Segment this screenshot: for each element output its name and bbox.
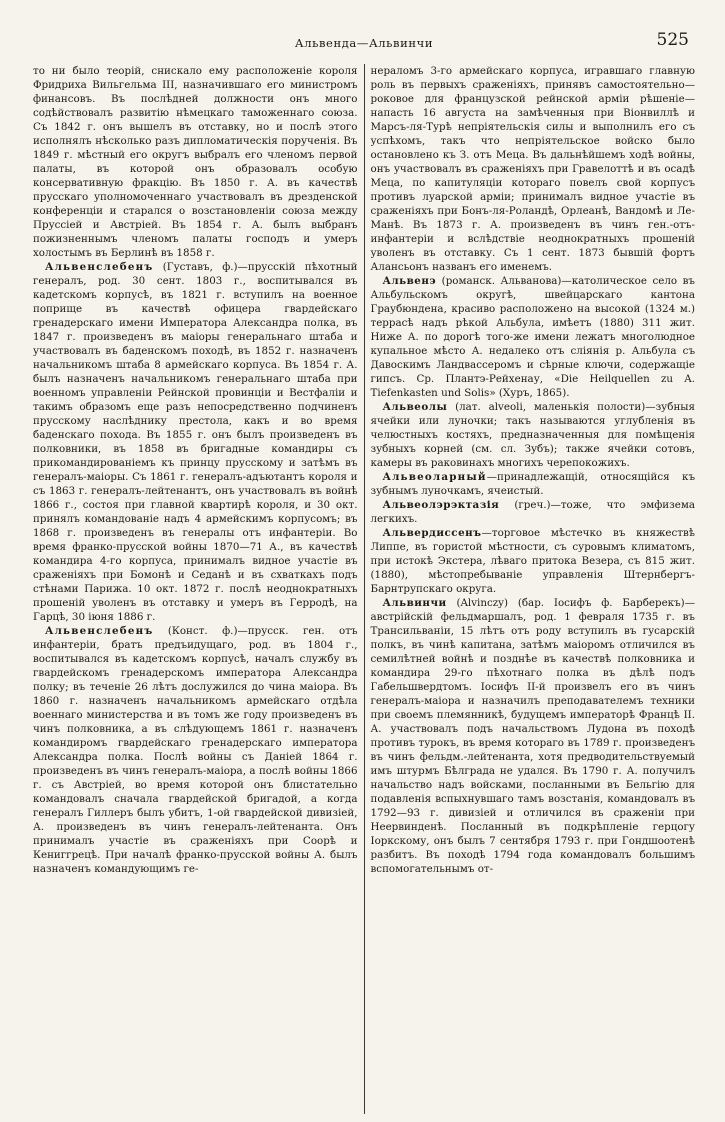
entry-headword: Альвеолы <box>382 401 448 413</box>
entry-headword: Альвеолэрэктазія <box>382 499 500 511</box>
entry-continuation <box>33 64 358 260</box>
right-column <box>368 64 696 1114</box>
entry-text: (Конст. ф.)—прусск. ген. отъ инфантеріи, братъ предъидущаго, род. въ 1804 г., воспитывался въ кадетскомъ корпусѣ, началъ службу въ гвардейскомъ гренадерскомъ императора Александра полку; въ теченіе 26 лѣтъ дослужился до чина маіора. Въ 1860 г. назначенъ начальникомъ армейскаго отдѣла военнаго министерства и въ томъ же году произведенъ въ чинъ полковника, а въ слѣдующемъ 1861 г. назначенъ командиромъ гвардейскаго гренадерскаго императора Александра полка. Послѣ войны съ Даніей 1864 г. произведенъ въ чинъ генералъ-маіора, а послѣ войны 1866 г. съ Австріей, во время которой онъ блистательно командовалъ сначала гвардейской бригадой, а когда генералъ Гиллеръ былъ убитъ, 1-ой гвардейской дивизіей, А. произведенъ въ чинъ генералъ-лейтенанта. Онъ принималъ участіе въ сраженіяхъ при Соорѣ и Кениггрецѣ. При началѣ франко-прусской войны А. былъ назначенъ командующимъ ге- <box>33 625 358 875</box>
dictionary-entry <box>33 624 358 876</box>
left-column <box>33 64 361 1114</box>
text-columns <box>33 64 695 1114</box>
dictionary-entry <box>371 470 696 498</box>
entry-text: (романск. Альванова)—католическое село въ Альбульскомъ округѣ, швейцарскаго кантона Граубюндена, красиво расположено на высокой (1324 м.) террасѣ надъ рѣкой Альбула, имѣетъ (1880) 311 жит. Ниже А. по дорогѣ того-же имени лежатъ многолюдное купальное мѣсто А. недалеко отъ сліянія р. Альбула съ Давоскимъ Ландвассеромъ и сѣрные ключи, содержащіе гипсъ. Ср. Плантэ-Рейхенау, «Die Heilquellen zu A. Tiefenkasten und Solis» (Хуръ, 1865). <box>370 275 695 399</box>
dictionary-entry <box>371 274 696 400</box>
page-number: 525 <box>656 30 689 50</box>
entry-text: (Alvinczy) (бар. Іосифъ ф. Барберекъ)—австрійскій фельдмаршалъ, род. 1 февраля 1735 г. въ Трансильваніи, 15 лѣтъ отъ роду вступилъ въ гусарскій полкъ, въ чинѣ капитана, затѣмъ маіоромъ отличился въ семилѣтней войнѣ и позднѣе въ качествѣ полковника и командира 29-го пѣхотнаго полка въ дѣлѣ подъ Габельшвердтомъ. Іосифъ II-й произвелъ его въ чинъ генералъ-маіора и назначилъ преподавателемъ техники при своемъ племянникѣ, будущемъ императорѣ Францѣ II. А. участвовалъ подъ начальствомъ Лудона въ походѣ противъ турокъ, въ время котораго въ 1789 г. произведенъ въ чинъ фельдм.-лейтенанта, хотя предводительствуемый имъ штурмъ Бѣлграда не удался. Въ 1790 г. А. получилъ начальство надъ войсками, посланными въ Бельгію для подавленія вспыхнувшаго тамъ возстанія, командовалъ въ 1792—93 г. дивизіей и отличился въ сраженіи при Неервинденѣ. Посланный въ подкрѣпленіе герцогу Іоркскому, онъ былъ 7 сентября 1793 г. при Гондшоотенѣ разбитъ. Въ походѣ 1794 года командовалъ большимъ вспомогательнымъ от- <box>370 597 695 875</box>
running-title: Альвенда—Альвинчи <box>294 36 434 50</box>
dictionary-entry <box>371 498 696 526</box>
entry-headword: Альвенэ <box>382 275 437 287</box>
entry-text: (Густавъ, ф.)—прусскій пѣхотный генералъ, род. 30 сент. 1803 г., воспитывался въ кадетскомъ корпусѣ, въ 1821 г. вступилъ на военное поприще въ качествѣ офицера гвардейскаго гренадерскаго имени Императора Александра полка, въ 1847 г. произведенъ въ маіоры генеральнаго штаба и участвовалъ въ баденскомъ походѣ, въ 1852 г. назначенъ начальникомъ штаба 8 армейскаго корпуса. Въ 1854 г. А. былъ назначенъ начальникомъ генеральнаго штаба при военномъ управленіи Рейнской провинціи и Вестфаліи и такимъ образомъ еще разъ непосредственно подчиненъ прусскому наслѣднику престола, какъ и во время баденскаго похода. Въ 1855 г. онъ былъ произведенъ въ полковники, въ 1858 въ бригадные командиры съ прикомандированіемъ къ принцу прусскому и затѣмъ въ генералъ-маіоры. Съ 1861 г. генералъ-адъютантъ короля и съ 1863 г. генералъ-лейтенантъ, онъ участвовалъ въ войнѣ 1866 г., состоя при главной квартирѣ короля, и 30 окт. принялъ командованіе надъ 4 армейскимъ корпусомъ; въ 1868 г. произведенъ въ генералы отъ инфантеріи. Во время франко-прусской войны 1870—71 А., въ качествѣ командира 4-го корпуса, принималъ видное участіе въ сраженіяхъ при Бомонѣ и Седанѣ и въ схваткахъ подъ стѣнами Парижа. 10 окт. 1872 г. послѣ неоднократныхъ прошеній уволенъ въ отставку и умеръ въ Герродѣ, на Гарцѣ, 30 іюня 1886 г. <box>33 261 358 623</box>
entry-text: то ни было теорій, снискало ему расположеніе короля Фридриха Вильгельма III, назначившаго его министромъ финансовъ. Въ послѣдней должности онъ много содѣйствовалъ развитію нѣмецкаго таможеннаго союза. Съ 1842 г. онъ вышелъ въ отставку, но и послѣ этого исполнялъ нѣсколько разъ дипломатическія порученія. Въ 1849 г. мѣстный его округъ выбралъ его членомъ первой палаты, въ которой онъ образовалъ особую консервативную фракцію. Въ 1850 г. А. въ качествѣ прусскаго уполномоченнаго участвовалъ въ дрезденской конференціи и старался о возстановленіи союза между Пруссіей и Австріей. Въ 1854 г. А. былъ выбранъ пожизненнымъ членомъ палаты господъ и умеръ холостымъ въ Берлинѣ въ 1858 г. <box>33 65 358 259</box>
entry-text: (греч.)—тоже, что эмфизема легкихъ. <box>370 499 695 525</box>
running-head <box>33 30 695 56</box>
entry-headword: Альвердиссенъ <box>382 527 482 539</box>
column-divider <box>364 64 365 1114</box>
entry-text: (лат. alveoli, маленькія полости)—зубныя ячейки или луночки; такъ называются углубленія въ челюстныхъ костяхъ, предназначенныя для помѣщенія зубныхъ корней (см. сл. Зубъ); также ячейки сотовъ, камеры въ раковинахъ многихъ черепокожихъ. <box>370 401 695 469</box>
dictionary-entry <box>371 596 696 876</box>
entry-text: —принадлежащій, относящійся къ зубнымъ луночкамъ, ячеистый. <box>370 471 695 497</box>
entry-headword: Альвинчи <box>382 597 447 609</box>
dictionary-entry <box>371 400 696 470</box>
entry-text: нераломъ 3-го армейскаго корпуса, игравшаго главную роль въ первыхъ сраженіяхъ, принявъ самостоятельно—роковое для французской рейнской арміи рѣшеніе—напасть 16 августа на замѣченныя при Віонвиллѣ и Марсъ-ля-Турѣ непріятельскія силы и выполнилъ его съ успѣхомъ, такъ что непріятельское войско было остановлено къ З. отъ Меца. Въ дальнѣйшемъ ходѣ войны, онъ участвовалъ въ сраженіяхъ при Гравелоттѣ и въ осадѣ Меца, по капитуляціи котораго повелъ свой корпусъ противъ луарской арміи; принималъ видное участіе въ сраженіяхъ при Бонъ-ля-Роландѣ, Орлеанѣ, Вандомѣ и Ле-Манѣ. Въ 1873 г. А. произведенъ въ чинъ ген.-отъ-инфантеріи и вслѣдствіе неоднократныхъ прошеній уволенъ въ отставку. Съ 1 сент. 1873 бывшій фортъ Алансьонъ названъ его именемъ. <box>370 65 695 273</box>
entry-headword: Альвеоларный <box>382 471 487 483</box>
entry-headword: Альвенслебенъ <box>45 261 154 273</box>
dictionary-entry <box>371 526 696 596</box>
entry-text: —торговое мѣстечко въ княжествѣ Липпе, въ гористой мѣстности, съ суровымъ климатомъ, при истокѣ Экстера, лѣваго притока Везера, съ 815 жит. (1880), мѣстопребываніе управленія Штернбергъ-Барнтрупскаго округа. <box>370 527 695 595</box>
entry-headword: Альвенслебенъ <box>45 625 154 637</box>
dictionary-entry <box>33 260 358 624</box>
entry-continuation <box>371 64 696 274</box>
